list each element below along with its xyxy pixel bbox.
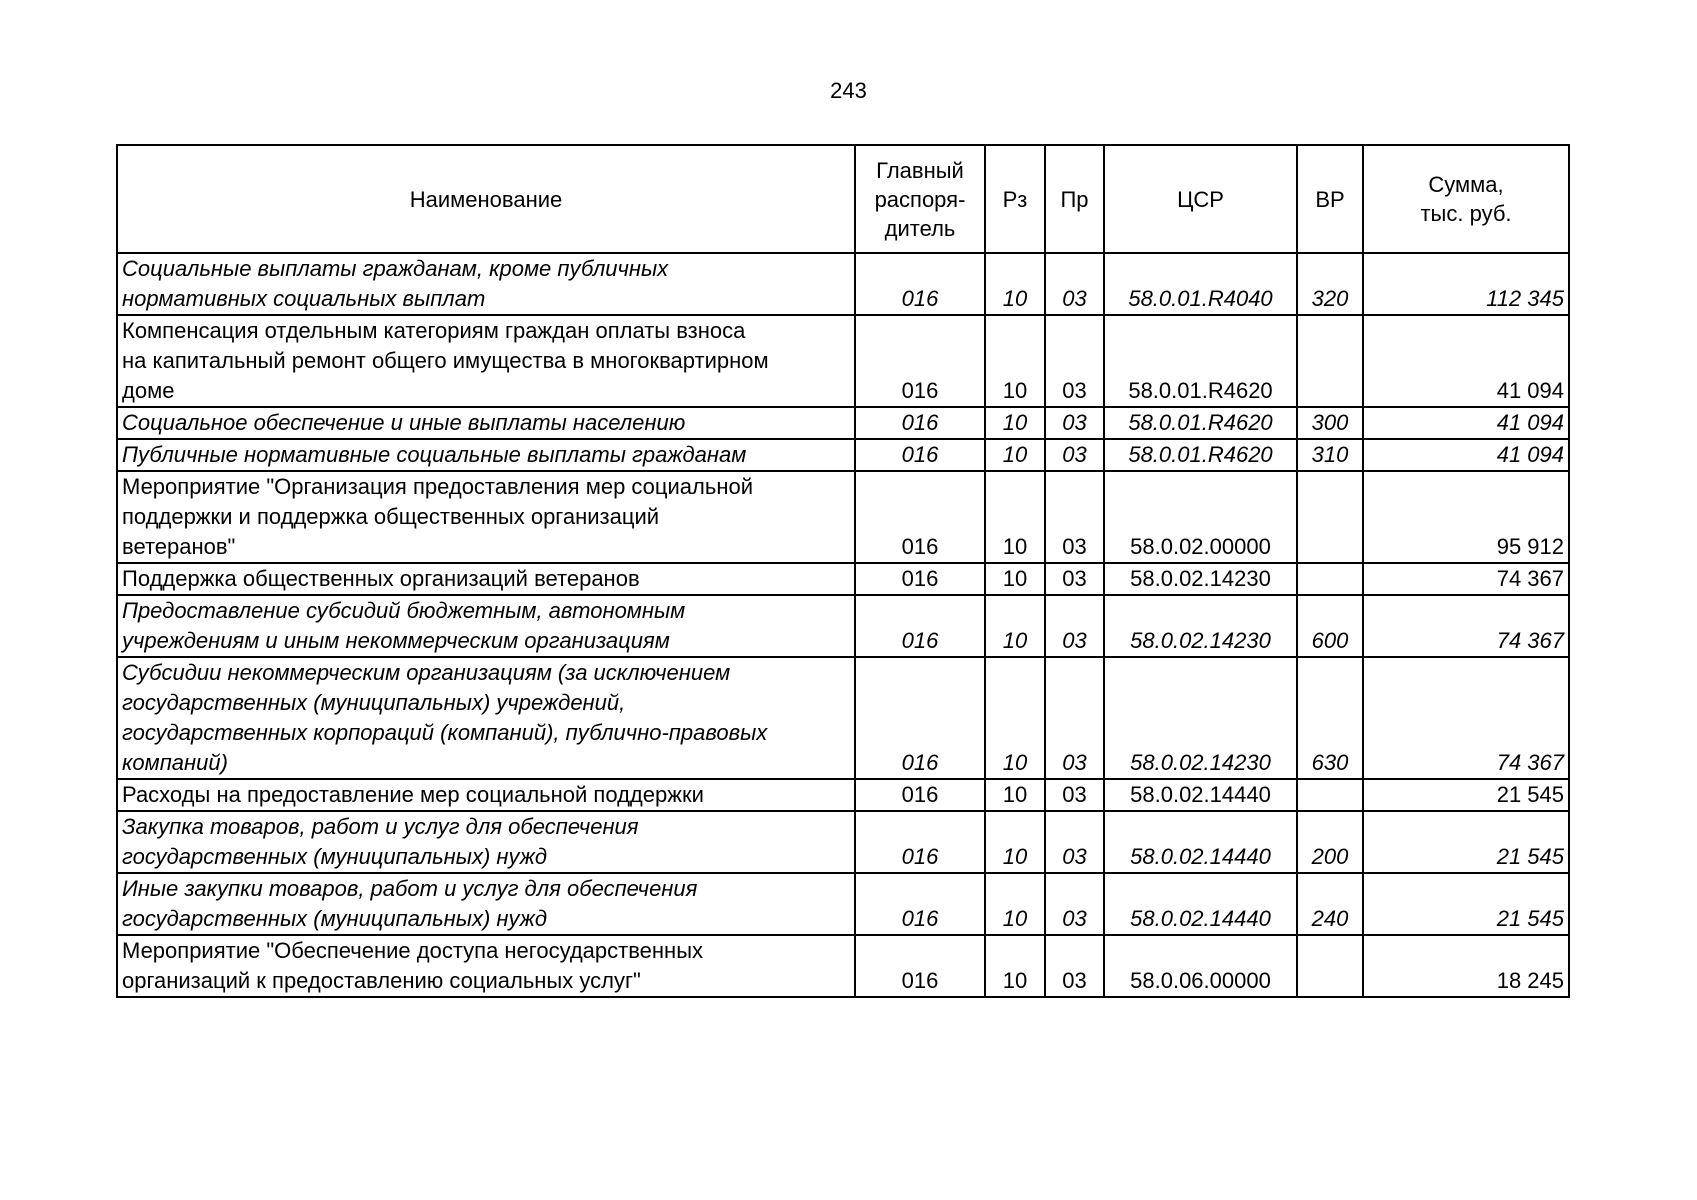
page-number: 243 bbox=[830, 78, 867, 103]
table-row bbox=[117, 471, 1569, 563]
row-subsection: 03 bbox=[1045, 595, 1104, 657]
table-row bbox=[117, 407, 1569, 439]
row-subsection: 03 bbox=[1045, 315, 1104, 407]
row-expense-type: 240 bbox=[1297, 873, 1363, 935]
row-subsection: 03 bbox=[1045, 657, 1104, 779]
row-section: 10 bbox=[985, 563, 1045, 595]
row-target-article: 58.0.02.14440 bbox=[1104, 811, 1297, 873]
row-name: Компенсация отдельным категориям граждан оплаты взноса на капитальный ремонт общего имущества в многоквартирном доме bbox=[117, 315, 855, 407]
row-section: 10 bbox=[985, 873, 1045, 935]
row-name: Поддержка общественных организаций ветеранов bbox=[117, 563, 855, 595]
row-chief-manager: 016 bbox=[855, 811, 985, 873]
table-row bbox=[117, 873, 1569, 935]
table-row bbox=[117, 439, 1569, 471]
row-subsection: 03 bbox=[1045, 471, 1104, 563]
row-target-article: 58.0.02.14230 bbox=[1104, 595, 1297, 657]
budget-table bbox=[116, 144, 1570, 998]
row-name: Субсидии некоммерческим организациям (за исключением государственных (муниципальных) учреждений, государственных корпораций (компаний), публично-правовых компаний) bbox=[117, 657, 855, 779]
row-name: Публичные нормативные социальные выплаты гражданам bbox=[117, 439, 855, 471]
row-expense-type: 310 bbox=[1297, 439, 1363, 471]
row-amount: 41 094 bbox=[1363, 407, 1569, 439]
row-subsection: 03 bbox=[1045, 935, 1104, 997]
row-name: Иные закупки товаров, работ и услуг для обеспечения государственных (муниципальных) нужд bbox=[117, 873, 855, 935]
row-name: Социальное обеспечение и иные выплаты населению bbox=[117, 407, 855, 439]
row-amount: 74 367 bbox=[1363, 595, 1569, 657]
row-subsection: 03 bbox=[1045, 779, 1104, 811]
row-target-article: 58.0.06.00000 bbox=[1104, 935, 1297, 997]
row-name: Социальные выплаты гражданам, кроме публичных нормативных социальных выплат bbox=[117, 253, 855, 315]
row-amount: 18 245 bbox=[1363, 935, 1569, 997]
row-expense-type bbox=[1297, 935, 1363, 997]
row-expense-type: 300 bbox=[1297, 407, 1363, 439]
row-expense-type: 200 bbox=[1297, 811, 1363, 873]
row-expense-type bbox=[1297, 563, 1363, 595]
row-chief-manager: 016 bbox=[855, 935, 985, 997]
row-amount: 112 345 bbox=[1363, 253, 1569, 315]
row-expense-type bbox=[1297, 471, 1363, 563]
row-amount: 21 545 bbox=[1363, 811, 1569, 873]
row-subsection: 03 bbox=[1045, 253, 1104, 315]
row-section: 10 bbox=[985, 471, 1045, 563]
row-target-article: 58.0.02.14230 bbox=[1104, 657, 1297, 779]
row-amount: 21 545 bbox=[1363, 779, 1569, 811]
table-row bbox=[117, 595, 1569, 657]
header-name: Наименование bbox=[117, 145, 855, 253]
row-target-article: 58.0.01.R4620 bbox=[1104, 315, 1297, 407]
row-name: Мероприятие "Организация предоставления мер социальной поддержки и поддержка общественных организаций ветеранов" bbox=[117, 471, 855, 563]
header-chief-manager: Главный распоря- дитель bbox=[855, 145, 985, 253]
row-name: Мероприятие "Обеспечение доступа негосударственных организаций к предоставлению социальных услуг" bbox=[117, 935, 855, 997]
row-subsection: 03 bbox=[1045, 811, 1104, 873]
header-subsection: Пр bbox=[1045, 145, 1104, 253]
row-subsection: 03 bbox=[1045, 439, 1104, 471]
table-row bbox=[117, 563, 1569, 595]
row-expense-type: 600 bbox=[1297, 595, 1363, 657]
row-section: 10 bbox=[985, 407, 1045, 439]
table-header-row bbox=[117, 145, 1569, 253]
table-row bbox=[117, 657, 1569, 779]
row-target-article: 58.0.02.14440 bbox=[1104, 873, 1297, 935]
row-amount: 41 094 bbox=[1363, 315, 1569, 407]
row-amount: 95 912 bbox=[1363, 471, 1569, 563]
row-chief-manager: 016 bbox=[855, 407, 985, 439]
row-section: 10 bbox=[985, 439, 1045, 471]
row-amount: 21 545 bbox=[1363, 873, 1569, 935]
row-section: 10 bbox=[985, 657, 1045, 779]
row-expense-type bbox=[1297, 315, 1363, 407]
row-expense-type bbox=[1297, 779, 1363, 811]
row-section: 10 bbox=[985, 779, 1045, 811]
header-expense-type: ВР bbox=[1297, 145, 1363, 253]
row-chief-manager: 016 bbox=[855, 657, 985, 779]
row-section: 10 bbox=[985, 811, 1045, 873]
row-expense-type: 630 bbox=[1297, 657, 1363, 779]
row-subsection: 03 bbox=[1045, 407, 1104, 439]
row-name: Закупка товаров, работ и услуг для обеспечения государственных (муниципальных) нужд bbox=[117, 811, 855, 873]
row-target-article: 58.0.02.14230 bbox=[1104, 563, 1297, 595]
table-row bbox=[117, 779, 1569, 811]
table-row bbox=[117, 253, 1569, 315]
row-chief-manager: 016 bbox=[855, 253, 985, 315]
row-section: 10 bbox=[985, 935, 1045, 997]
row-target-article: 58.0.01.R4620 bbox=[1104, 407, 1297, 439]
row-section: 10 bbox=[985, 595, 1045, 657]
row-expense-type: 320 bbox=[1297, 253, 1363, 315]
row-subsection: 03 bbox=[1045, 873, 1104, 935]
table-row bbox=[117, 935, 1569, 997]
row-section: 10 bbox=[985, 315, 1045, 407]
header-amount: Сумма, тыс. руб. bbox=[1363, 145, 1569, 253]
row-chief-manager: 016 bbox=[855, 471, 985, 563]
table-row bbox=[117, 315, 1569, 407]
row-chief-manager: 016 bbox=[855, 439, 985, 471]
row-name: Расходы на предоставление мер социальной поддержки bbox=[117, 779, 855, 811]
row-section: 10 bbox=[985, 253, 1045, 315]
row-chief-manager: 016 bbox=[855, 315, 985, 407]
row-chief-manager: 016 bbox=[855, 873, 985, 935]
row-target-article: 58.0.02.14440 bbox=[1104, 779, 1297, 811]
row-target-article: 58.0.01.R4040 bbox=[1104, 253, 1297, 315]
row-amount: 74 367 bbox=[1363, 563, 1569, 595]
row-target-article: 58.0.01.R4620 bbox=[1104, 439, 1297, 471]
row-amount: 41 094 bbox=[1363, 439, 1569, 471]
row-chief-manager: 016 bbox=[855, 563, 985, 595]
row-subsection: 03 bbox=[1045, 563, 1104, 595]
table-row bbox=[117, 811, 1569, 873]
header-section: Рз bbox=[985, 145, 1045, 253]
row-target-article: 58.0.02.00000 bbox=[1104, 471, 1297, 563]
row-chief-manager: 016 bbox=[855, 779, 985, 811]
row-chief-manager: 016 bbox=[855, 595, 985, 657]
row-amount: 74 367 bbox=[1363, 657, 1569, 779]
header-target-article: ЦСР bbox=[1104, 145, 1297, 253]
row-name: Предоставление субсидий бюджетным, автономным учреждениям и иным некоммерческим организациям bbox=[117, 595, 855, 657]
